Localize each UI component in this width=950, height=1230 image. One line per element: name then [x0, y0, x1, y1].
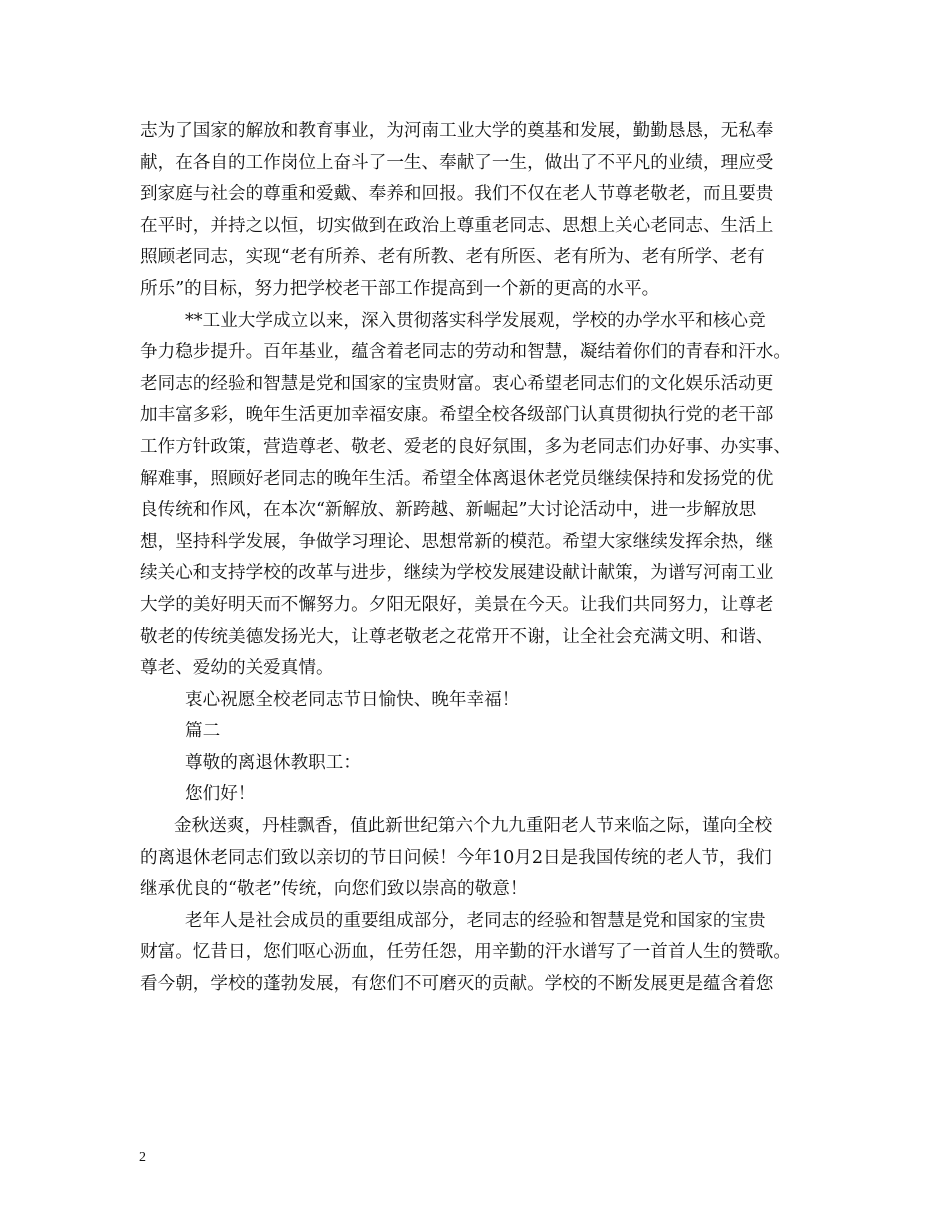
text-line: 老年人是社会成员的重要组成部分，老同志的经验和智慧是党和国家的宝贵 — [185, 910, 766, 931]
text-line: 老同志的经验和智慧是党和国家的宝贵财富。衷心希望老同志们的文化娱乐活动更 — [140, 373, 774, 394]
text-line: 解难事，照顾好老同志的晚年生活。希望全体离退休老党员继续保持和发扬党的优 — [140, 468, 774, 489]
text-line: 的离退休老同志们致以亲切的节日问候！今年10月2日是我国传统的老人节，我们 — [140, 847, 772, 868]
text-line: 工作方针政策，营造尊老、敬老、爱老的良好氛围，多为老同志们办好事、办实事、 — [140, 436, 791, 457]
text-line: 尊老、爱幼的关爱真情。 — [140, 658, 334, 679]
text-line: 金秋送爽，丹桂飘香，值此新世纪第六个九九重阳老人节来临之际，谨向全校 — [174, 816, 773, 837]
text-line: 继承优良的“敬老”传统，向您们致以崇高的敬意！ — [140, 879, 528, 900]
text-line: 敬老的传统美德发扬光大，让尊老敬老之花常开不谢，让全社会充满文明、和谐、 — [140, 626, 774, 647]
text-line: 照顾老同志，实现“老有所养、老有所教、老有所医、老有所为、老有所学、老有 — [140, 247, 765, 268]
body-text — [140, 116, 820, 1001]
section-heading: 篇二 — [185, 721, 221, 742]
greeting: 您们好！ — [185, 784, 256, 805]
page-number: 2 — [139, 1150, 146, 1165]
text-line: 在平时，并持之以恒，切实做到在政治上尊重老同志、思想上关心老同志、生活上 — [140, 215, 774, 236]
text-line: 看今朝，学校的蓬勃发展，有您们不可磨灭的贡献。学校的不断发展更是蕴含着您 — [140, 974, 774, 995]
text-line: 财富。忆昔日，您们呕心沥血，任劳任怨，用辛勤的汗水谱写了一首首人生的赞歌。 — [140, 942, 791, 963]
text-line: 到家庭与社会的尊重和爱戴、奉养和回报。我们不仅在老人节尊老敬老，而且要贵 — [140, 184, 774, 205]
salutation: 尊敬的离退休教职工： — [185, 752, 361, 773]
text-line: 所乐”的目标，努力把学校老干部工作提高到一个新的更高的水平。 — [140, 278, 660, 299]
text-line: 衷心祝愿全校老同志节日愉快、晚年幸福！ — [185, 689, 520, 710]
text-line: 志为了国家的解放和教育事业，为河南工业大学的奠基和发展，勤勤恳恳，无私奉 — [140, 121, 774, 141]
text-line: 加丰富多彩，晚年生活更加幸福安康。希望全校各级部门认真贯彻执行党的老干部 — [140, 405, 774, 426]
text-line: 争力稳步提升。百年基业，蕴含着老同志的劳动和智慧，凝结着你们的青春和汗水。 — [140, 342, 791, 363]
text-line: 献，在各自的工作岗位上奋斗了一生、奉献了一生，做出了不平凡的业绩，理应受 — [140, 152, 774, 173]
text-line: 续关心和支持学校的改革与进步，继续为学校发展建设献计献策，为谱写河南工业 — [140, 563, 774, 584]
text-line: 良传统和作风，在本次“新解放、新跨越、新崛起”大讨论活动中，进一步解放思 — [140, 500, 757, 521]
text-line: **工业大学成立以来，深入贯彻落实科学发展观，学校的办学水平和核心竞 — [185, 310, 766, 331]
text-line: 想，坚持科学发展，争做学习理论、思想常新的模范。希望大家继续发挥余热，继 — [140, 531, 774, 552]
text-line: 大学的美好明天而不懈努力。夕阳无限好，美景在今天。让我们共同努力，让尊老 — [140, 594, 774, 615]
